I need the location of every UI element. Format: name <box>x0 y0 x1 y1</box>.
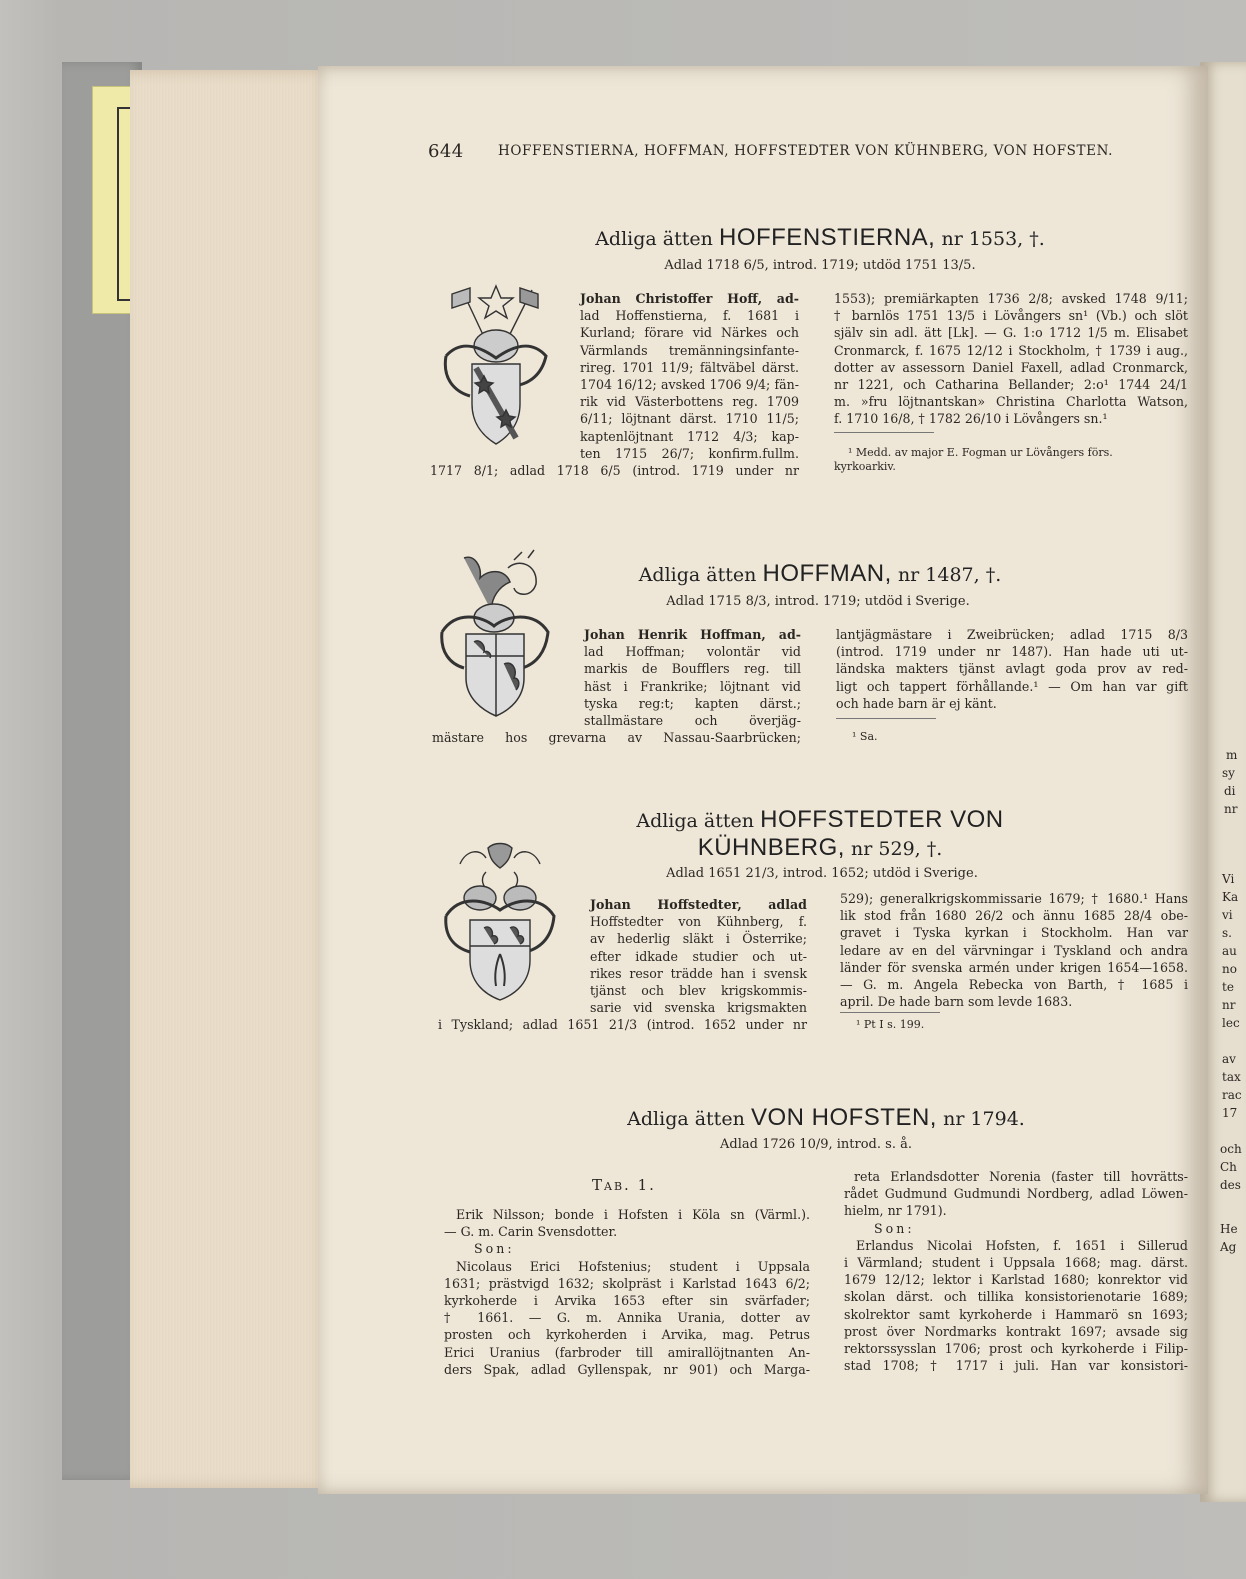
hoffman-right-column <box>836 626 1188 712</box>
text-line: gravet i Tyska kyrkan i Stockholm. Han var <box>840 925 1188 941</box>
text-line: 529); generalkrigskommissarie 1679; † 1680.¹ Hans <box>840 891 1188 906</box>
fragment: 17 <box>1222 1106 1238 1120</box>
coat-of-arms-hoffstedter <box>440 838 560 1006</box>
text-line: tjänst och blev krigskommis- <box>590 983 807 999</box>
text-line: efter idkade studier och ut- <box>590 948 807 964</box>
hoffstedter-left-column <box>590 896 807 1016</box>
son-label: Son: <box>874 1220 915 1236</box>
text-line: (introd. 1719 under nr 1487). Han hade uti ut- <box>836 644 1188 660</box>
section-title-hoffstedter-line2: KÜHNBERG, nr 529, †. <box>697 834 943 861</box>
text-line: 1704 16/12; avsked 1706 9/4; fän- <box>580 377 799 393</box>
text-line: och hade barn är ej känt. <box>836 695 997 711</box>
section-subtitle-hofsten: Adlad 1726 10/9, introd. s. å. <box>720 1137 912 1152</box>
text-line: Johan Henrik Hoffman, ad- <box>584 627 801 642</box>
coat-of-arms-hoffman <box>436 548 556 718</box>
text-line: 1717 8/1; adlad 1718 6/5 (introd. 1719 under nr <box>430 463 799 478</box>
text-line: markis de Boufflers reg. till <box>584 661 801 677</box>
text-line: rikes resor trädde han i svensk <box>590 965 807 981</box>
fragment: He <box>1220 1222 1238 1236</box>
text-line: ligt och tappert förhållande.¹ — Om han var gift <box>836 678 1188 694</box>
text-line: april. De hade barn som levde 1683. <box>840 994 1073 1010</box>
fragment: des <box>1220 1178 1241 1192</box>
text-line: själv sin adl. ätt [Lk]. — G. 1:o 1712 1/5 m. Elisabet <box>834 325 1188 341</box>
footnote-rule <box>836 718 936 719</box>
hoffenstierna-right-column <box>834 290 1188 428</box>
hoffman-left-last-line <box>432 729 801 746</box>
text-line: häst i Frankrike; löjtnant vid <box>584 678 801 694</box>
coat-of-arms-hoffenstierna <box>434 280 558 448</box>
text-line: 1679 12/12; lektor i Karlstad 1680; konrektor vid <box>844 1272 1188 1288</box>
table-heading: Tab. 1. <box>592 1176 656 1194</box>
text-line: † barnlös 1751 13/5 i Lövångers sn¹ (Vb.) och slöt <box>834 308 1188 324</box>
text-line: dotter av assessorn Daniel Faxell, adlad Cronmarck, <box>834 359 1188 375</box>
text-line: 1631; prästvigd 1632; skolpräst i Karlstad 1643 6/2; <box>444 1275 810 1291</box>
text-line: 1553); premiärkapten 1736 2/8; avsked 1748 9/11; <box>834 291 1188 306</box>
text-line: rireg. 1701 11/9; fältväbel därst. <box>580 359 799 375</box>
text-line: rektorssysslan 1706; prost och kyrkoherde i Filip- <box>844 1341 1188 1357</box>
fragment: nr <box>1222 998 1236 1012</box>
fragment: vi <box>1222 908 1233 922</box>
text-line: rik vid Västerbottens reg. 1709 <box>580 394 799 410</box>
hoffenstierna-left-last-line <box>430 462 799 479</box>
text-line: lad Hoffman; volontär vid <box>584 644 801 660</box>
fragment: av <box>1222 1052 1236 1066</box>
text-line: sarie vid svenska krigsmakten <box>590 1000 807 1016</box>
hoffstedter-footnote: ¹ Pt I s. 199. <box>856 1018 925 1031</box>
text-line: f. 1710 16/8, † 1782 26/10 i Lövångers sn.¹ <box>834 411 1108 427</box>
text-line: reta Erlandsdotter Norenia (faster till hovrätts- <box>854 1169 1188 1184</box>
footnote-line: ¹ Medd. av major E. Fogman ur Lövångers förs. <box>848 446 1113 459</box>
hoffenstierna-left-column <box>580 290 799 462</box>
section-title-hoffstedter: Adliga ätten HOFFSTEDTER VON <box>636 806 1004 833</box>
section-title-hoffman: Adliga ätten HOFFMAN, nr 1487, †. <box>638 560 1002 587</box>
text-line: nr 1221, och Catharina Bellander; 2:o¹ 1744 24/1 <box>834 377 1188 393</box>
section-title-hofsten: Adliga ätten VON HOFSTEN, nr 1794. <box>627 1104 1025 1131</box>
hoffman-footnote: ¹ Sa. <box>852 730 878 743</box>
text-line: Erik Nilsson; bonde i Hofsten i Köla sn (Värml.). <box>456 1207 810 1222</box>
section-subtitle-hoffman: Adlad 1715 8/3, introd. 1719; utdöd i Sverige. <box>666 594 970 609</box>
footnote-rule <box>834 432 934 433</box>
text-line: ten 1715 26/7; konfirm.fullm. <box>580 445 799 461</box>
text-line: Kurland; förare vid Närkes och <box>580 325 799 341</box>
text-line: Värmlands tremänningsinfante- <box>580 342 799 358</box>
text-line: Cronmarck, f. 1675 12/12 i Stockholm, † 1739 i aug., <box>834 342 1188 358</box>
fragment: tax <box>1222 1070 1241 1084</box>
fragment: no <box>1222 962 1237 976</box>
text-line: rådet Gudmund Gudmundi Nordberg, adlad Löwen- <box>844 1186 1188 1202</box>
fragment: Ka <box>1222 890 1239 904</box>
fragment: Ag <box>1220 1240 1237 1254</box>
text-line: i Värmland; student i Uppsala 1668; mag. därst. <box>844 1255 1188 1271</box>
fragment: Vi <box>1222 872 1235 886</box>
text-line: Erici Uranius (farbroder till amirallöjtnanten An- <box>444 1344 810 1360</box>
text-line: skolrektor samt kyrkoherde i Hammarö sn 1693; <box>844 1306 1188 1322</box>
hoffman-left-column <box>584 626 801 729</box>
text-line: Johan Hoffstedter, adlad <box>590 897 807 912</box>
footnote-rule <box>840 1012 940 1013</box>
text-line: prost över Nordmarks kontrakt 1697; avsade sig <box>844 1323 1188 1339</box>
text-line: länder för svenska armén under krigen 1654—1658. <box>840 959 1188 975</box>
text-line: m. »fru löjtnantskan» Christina Charlotta Watson, <box>834 394 1188 410</box>
text-line: — G. m. Angela Rebecka von Barth, † 1685 i <box>840 977 1188 993</box>
section-title-hoffenstierna: Adliga ätten HOFFENSTIERNA, nr 1553, †. <box>595 224 1045 251</box>
son-label: Son: <box>474 1241 515 1257</box>
footnote-line: kyrkoarkiv. <box>834 460 896 473</box>
fragment: rac <box>1222 1088 1242 1102</box>
fragment: sy <box>1222 766 1235 780</box>
text-line: stallmästare och överjäg- <box>584 713 801 729</box>
text-line: kaptenlöjtnant 1712 4/3; kap- <box>580 428 799 444</box>
text-line: Erlandus Nicolai Hofsten, f. 1651 i Sillerud <box>856 1237 1188 1253</box>
fragment: Ch <box>1220 1160 1237 1174</box>
text-line: Hoffstedter von Kühnberg, f. <box>590 914 807 930</box>
text-line: ders Spak, adlad Gyllenspak, nr 901) och Marga- <box>444 1361 810 1377</box>
fragment: m <box>1226 748 1238 762</box>
text-line: mästare hos grevarna av Nassau-Saarbrücken; <box>432 730 801 745</box>
page-edges <box>130 70 330 1488</box>
text-line: 6/11; löjtnant därst. 1710 11/5; <box>580 411 799 427</box>
running-head: HOFFENSTIERNA, HOFFMAN, HOFFSTEDTER VON KÜHNBERG, VON HOFSTEN. <box>498 143 1114 159</box>
text-line: tyska reg:t; kapten därst.; <box>584 695 801 711</box>
text-line: stad 1708; † 1717 i juli. Han var konsistori- <box>844 1358 1188 1374</box>
hofsten-left-column <box>444 1206 810 1378</box>
text-line: ländska makters tjänst avlagt goda prov av red- <box>836 661 1188 677</box>
library-label-slip <box>92 86 134 314</box>
section-subtitle-hoffstedter: Adlad 1651 21/3, introd. 1652; utdöd i Sverige. <box>666 866 978 881</box>
text-line: — G. m. Carin Svensdotter. <box>444 1224 618 1240</box>
text-line: i Tyskland; adlad 1651 21/3 (introd. 1652 under nr <box>438 1017 807 1032</box>
text-line: ledare av en del värvningar i Tyskland och andra <box>840 942 1188 958</box>
fragment: och <box>1220 1142 1242 1156</box>
text-line: lad Hoffenstierna, f. 1681 i <box>580 308 799 324</box>
text-line: prosten och kyrkoherden i Arvika, mag. Petrus <box>444 1327 810 1343</box>
fragment: lec <box>1222 1016 1240 1030</box>
section-subtitle-hoffenstierna: Adlad 1718 6/5, introd. 1719; utdöd 1751 13/5. <box>664 258 976 273</box>
text-line: skolan därst. och tillika konsistorienotarie 1689; <box>844 1289 1188 1305</box>
text-line: kyrkoherde i Arvika 1653 efter sin svärfader; <box>444 1293 810 1309</box>
text-line: Nicolaus Erici Hofstenius; student i Uppsala <box>456 1258 810 1274</box>
text-line: hielm, nr 1791). <box>844 1203 947 1219</box>
text-line: av hederlig släkt i Österrike; <box>590 931 807 947</box>
text-line: Johan Christoffer Hoff, ad- <box>580 291 799 306</box>
fragment: nr <box>1224 802 1238 816</box>
page-number: 644 <box>428 141 464 162</box>
fragment: au <box>1222 944 1237 958</box>
hoffstedter-left-last-line <box>438 1016 807 1033</box>
text-line: lik stod från 1680 26/2 och ännu 1685 28/4 obe- <box>840 908 1188 924</box>
hoffstedter-right-column <box>840 890 1188 1010</box>
fragment: te <box>1222 980 1234 994</box>
hofsten-right-column <box>844 1168 1188 1374</box>
fragment: di <box>1224 784 1236 798</box>
text-line: lantjägmästare i Zweibrücken; adlad 1715 8/3 <box>836 627 1188 642</box>
hoffenstierna-footnote <box>834 446 1188 474</box>
fragment: s. <box>1222 926 1232 940</box>
text-line: † 1661. — G. m. Annika Urania, dotter av <box>444 1310 810 1326</box>
